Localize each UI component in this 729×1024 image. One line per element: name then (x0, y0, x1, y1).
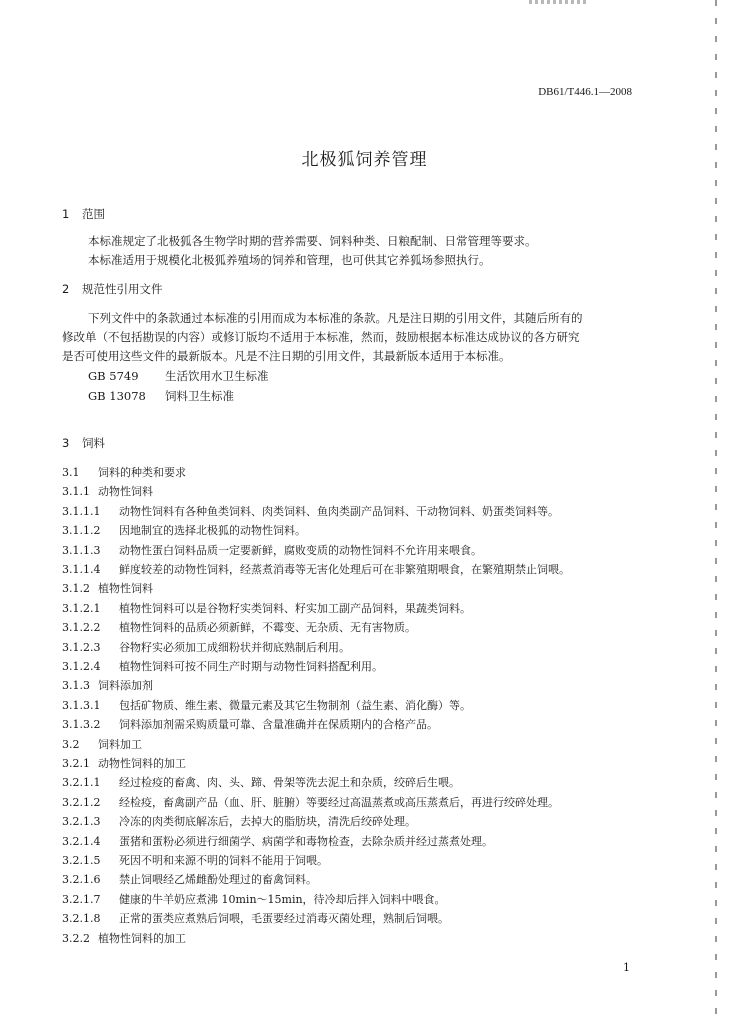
clause-text: 禁止饲喂经乙烯雌酚处理过的畜禽饲料。 (119, 873, 317, 887)
clause-number: 3.2.1.5 (62, 854, 101, 867)
clause-text: 死因不明和来源不明的饲料不能用于饲喂。 (119, 854, 328, 867)
clause-line (62, 561, 570, 577)
clause-number: 3.2.1.3 (62, 815, 101, 829)
clause-number: 3.1.2.2 (62, 621, 101, 635)
clause-number: 3.1.1.3 (62, 543, 101, 557)
clause-line (62, 464, 186, 480)
clause-line (62, 619, 416, 635)
clause-text: 动物性饲料 (98, 485, 153, 499)
clause-number: 3.2.2 (62, 931, 90, 945)
clause-line (62, 755, 186, 771)
clause-line (62, 658, 383, 674)
clause-text: 饲料加工 (98, 737, 142, 751)
clause-line (62, 522, 306, 538)
clause-line (62, 639, 350, 655)
clause-text: 植物性饲料的品质必须新鲜，不霉变、无杂质、无有害物质。 (119, 621, 416, 635)
clause-line (62, 677, 153, 693)
clause-number: 3.1.3.2 (62, 718, 101, 732)
paragraph: 本标准规定了北极狐各生物学时期的营养需要、饲料种类、日粮配制、日常管理等要求。 (88, 234, 537, 248)
paragraph: 下列文件中的条款通过本标准的引用而成为本标准的条款。凡是注日期的引用文件，其随后所有的 (88, 311, 583, 325)
clause-text: 饲料添加剂 (98, 679, 153, 693)
clause-text: 饲料添加剂需采购质量可靠、含量准确并在保质期内的合格产品。 (119, 718, 438, 732)
clause-number: 3.1.3 (62, 679, 90, 693)
clause-number: 3.2.1.8 (62, 912, 101, 926)
clause-line (62, 833, 493, 849)
paragraph: 修改单（不包括勘误的内容）或修订版均不适用于本标准，然而，鼓励根据本标准达成协议的各方研究 (62, 330, 580, 344)
clause-line (62, 697, 471, 713)
reference-code: GB 13078 (88, 389, 146, 403)
clause-text: 经过检疫的畜禽、肉、头、蹄、骨架等洗去泥土和杂质，绞碎后生喂。 (119, 776, 460, 790)
clause-text: 因地制宜的选择北极狐的动物性饲料。 (119, 524, 306, 538)
clause-line (62, 852, 328, 868)
paragraph: 是否可使用这些文件的最新版本。凡是不注日期的引用文件，其最新版本适用于本标准。 (62, 349, 511, 363)
clause-line (62, 774, 460, 790)
clause-line (62, 891, 446, 907)
page-number: 1 (623, 961, 630, 974)
clause-text: 经检疫，畜禽副产品（血、肝、脏腑）等要经过高温蒸煮或高压蒸煮后，再进行绞碎处理。 (119, 795, 559, 809)
section-number: 1 (62, 207, 70, 221)
clause-line (62, 813, 416, 829)
clause-line (62, 580, 153, 596)
clause-number: 3.1.2 (62, 582, 90, 596)
standard-code: DB61/T446.1—2008 (538, 86, 632, 98)
clause-text: 包括矿物质、维生素、微量元素及其它生物制剂（益生素、消化酶）等。 (119, 698, 471, 712)
clause-line (62, 871, 317, 887)
clause-number: 3.2 (62, 737, 80, 751)
clause-text: 冷冻的肉类彻底解冻后，去掉大的脂肪块，清洗后绞碎处理。 (119, 815, 416, 829)
paragraph: 本标准适用于规模化北极狐养殖场的饲养和管理，也可供其它养狐场参照执行。 (88, 253, 491, 267)
clause-text: 植物性饲料可以是谷物籽实类饲料、籽实加工副产品饲料，果蔬类饲料。 (119, 601, 471, 615)
clause-text: 植物性饲料可按不同生产时期与动物性饲料搭配利用。 (119, 660, 383, 673)
section-2-heading (62, 281, 163, 297)
clause-number: 3.1.1.1 (62, 504, 101, 518)
section-1-heading (62, 206, 105, 222)
clause-number: 3.1 (62, 466, 80, 479)
clause-line (62, 483, 153, 499)
clause-line (62, 794, 559, 810)
clause-number: 3.1.3.1 (62, 698, 101, 712)
clause-line (62, 910, 449, 926)
clause-number: 3.2.1.7 (62, 892, 101, 906)
reference-item (88, 388, 234, 404)
clause-number: 3.1.1 (62, 485, 90, 499)
clause-text: 动物性蛋白饲料品质一定要新鲜，腐败变质的动物性饲料不允许用来喂食。 (119, 543, 482, 557)
clause-number: 3.1.2.1 (62, 601, 101, 615)
clause-number: 3.2.1.6 (62, 873, 101, 887)
section-title: 范围 (82, 207, 105, 221)
clause-line (62, 503, 559, 519)
clause-number: 3.2.1 (62, 757, 90, 770)
section-3-heading (62, 435, 105, 451)
clause-text: 蛋猪和蛋粉必须进行细菌学、病菌学和毒物检查，去除杂质并经过蒸煮处理。 (119, 834, 493, 848)
clause-line (62, 542, 482, 558)
section-number: 2 (62, 282, 70, 296)
clause-text: 植物性饲料的加工 (98, 931, 186, 945)
section-title: 饲料 (82, 436, 105, 450)
clause-number: 3.1.1.2 (62, 524, 101, 538)
clause-number: 3.1.2.4 (62, 660, 101, 673)
clause-line (62, 600, 471, 616)
clause-number: 3.2.1.1 (62, 776, 101, 790)
section-number: 3 (62, 436, 70, 450)
clause-number: 3.2.1.2 (62, 795, 101, 809)
clause-line (62, 716, 438, 732)
clause-line (62, 736, 142, 752)
clause-text: 动物性饲料有各种鱼类饲料、肉类饲料、鱼肉类副产品饲料、干动物饲料、奶蛋类饲料等。 (119, 504, 559, 518)
reference-item (88, 368, 269, 384)
clause-text: 植物性饲料 (98, 582, 153, 596)
reference-code: GB 5749 (88, 369, 139, 383)
clause-text: 饲料的种类和要求 (98, 466, 186, 479)
clause-number: 3.1.1.4 (62, 563, 101, 576)
clause-text: 鲜度较差的动物性饲料，经蒸煮消毒等无害化处理后可在非繁殖期喂食，在繁殖期禁止饲喂。 (119, 563, 570, 576)
scan-artifact-top (529, 0, 589, 4)
reference-name: 生活饮用水卫生标准 (165, 369, 269, 383)
page-title: 北极狐饲养管理 (301, 150, 428, 170)
clause-line (62, 930, 186, 946)
clause-text: 动物性饲料的加工 (98, 757, 186, 770)
section-title: 规范性引用文件 (82, 282, 163, 296)
clause-text: 谷物籽实必须加工成细粉状并彻底熟制后利用。 (119, 640, 350, 654)
clause-number: 3.2.1.4 (62, 834, 101, 848)
reference-name: 饲料卫生标准 (165, 389, 234, 403)
clause-text: 正常的蛋类应煮熟后饲喂，毛蛋要经过消毒灭菌处理，熟制后饲喂。 (119, 912, 449, 926)
clause-number: 3.1.2.3 (62, 640, 101, 654)
clause-text: 健康的牛羊奶应煮沸 10min～15min，待冷却后拌入饲料中喂食。 (119, 892, 446, 906)
